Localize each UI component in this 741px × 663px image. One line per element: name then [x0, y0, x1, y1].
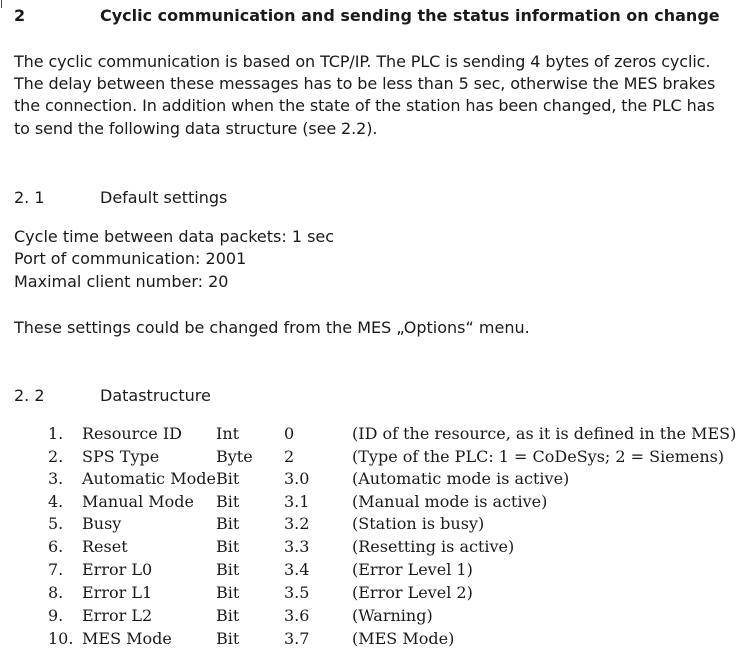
section-number: 2: [14, 6, 26, 25]
row-offset: 3.3: [284, 537, 310, 556]
row-field-name: Error L0: [82, 560, 153, 579]
row-offset: 0: [284, 424, 295, 443]
row-field-name: Reset: [82, 537, 128, 556]
row-field-name: Error L1: [82, 583, 153, 602]
row-offset: 2: [284, 447, 295, 466]
row-number: 6.: [48, 537, 64, 556]
subsection-1-number: 2. 1: [14, 188, 45, 207]
section-title: Cyclic communication and sending the status information on change: [100, 6, 720, 25]
subsection-1-title: Default settings: [100, 188, 228, 207]
row-number: 4.: [48, 492, 64, 511]
row-number: 7.: [48, 560, 64, 579]
row-type: Bit: [216, 606, 240, 625]
row-field-name: Busy: [82, 514, 122, 533]
row-description: (Manual mode is active): [352, 492, 548, 511]
row-type: Bit: [216, 514, 240, 533]
intro-line: The cyclic communication is based on TCP/IP. The PLC is sending 4 bytes of zeros cyclic.: [14, 52, 711, 71]
row-offset: 3.6: [284, 606, 310, 625]
row-number: 9.: [48, 606, 64, 625]
row-field-name: Resource ID: [82, 424, 182, 443]
row-description: (Error Level 2): [352, 583, 473, 602]
row-number: 10.: [48, 629, 74, 648]
row-field-name: Manual Mode: [82, 492, 194, 511]
row-description: (Resetting is active): [352, 537, 515, 556]
row-type: Int: [216, 424, 240, 443]
row-offset: 3.0: [284, 469, 310, 488]
row-field-name: MES Mode: [82, 629, 172, 648]
row-number: 3.: [48, 469, 64, 488]
row-offset: 3.5: [284, 583, 310, 602]
row-number: 1.: [48, 424, 64, 443]
subsection-2-title: Datastructure: [100, 386, 211, 405]
row-number: 8.: [48, 583, 64, 602]
intro-line: to send the following data structure (see 2.2).: [14, 119, 378, 138]
row-description: (Automatic mode is active): [352, 469, 570, 488]
row-type: Bit: [216, 537, 240, 556]
row-description: (Type of the PLC: 1 = CoDeSys; 2 = Siemens): [352, 447, 725, 466]
intro-line: The delay between these messages has to be less than 5 sec, otherwise the MES brakes: [14, 74, 716, 93]
setting-line: Port of communication: 2001: [14, 249, 247, 268]
row-field-name: SPS Type: [82, 447, 160, 466]
row-type: Byte: [216, 447, 253, 466]
row-description: (Station is busy): [352, 514, 485, 533]
row-type: Bit: [216, 629, 240, 648]
setting-line: Cycle time between data packets: 1 sec: [14, 227, 335, 246]
row-offset: 3.4: [284, 560, 310, 579]
row-field-name: Automatic Mode: [82, 469, 216, 488]
row-offset: 3.2: [284, 514, 310, 533]
row-description: (MES Mode): [352, 629, 455, 648]
row-type: Bit: [216, 560, 240, 579]
row-type: Bit: [216, 583, 240, 602]
row-number: 2.: [48, 447, 64, 466]
page-edge-mark: [1, 0, 2, 8]
intro-line: the connection. In addition when the state of the station has been changed, the PLC has: [14, 96, 715, 115]
row-type: Bit: [216, 469, 240, 488]
setting-line: Maximal client number: 20: [14, 272, 229, 291]
row-description: (Error Level 1): [352, 560, 473, 579]
row-type: Bit: [216, 492, 240, 511]
row-offset: 3.7: [284, 629, 310, 648]
row-description: (ID of the resource, as it is defined in the MES): [352, 424, 737, 443]
settings-note: These settings could be changed from the MES „Options“ menu.: [14, 318, 530, 337]
row-field-name: Error L2: [82, 606, 153, 625]
row-number: 5.: [48, 514, 64, 533]
subsection-2-number: 2. 2: [14, 386, 45, 405]
row-offset: 3.1: [284, 492, 310, 511]
row-description: (Warning): [352, 606, 433, 625]
